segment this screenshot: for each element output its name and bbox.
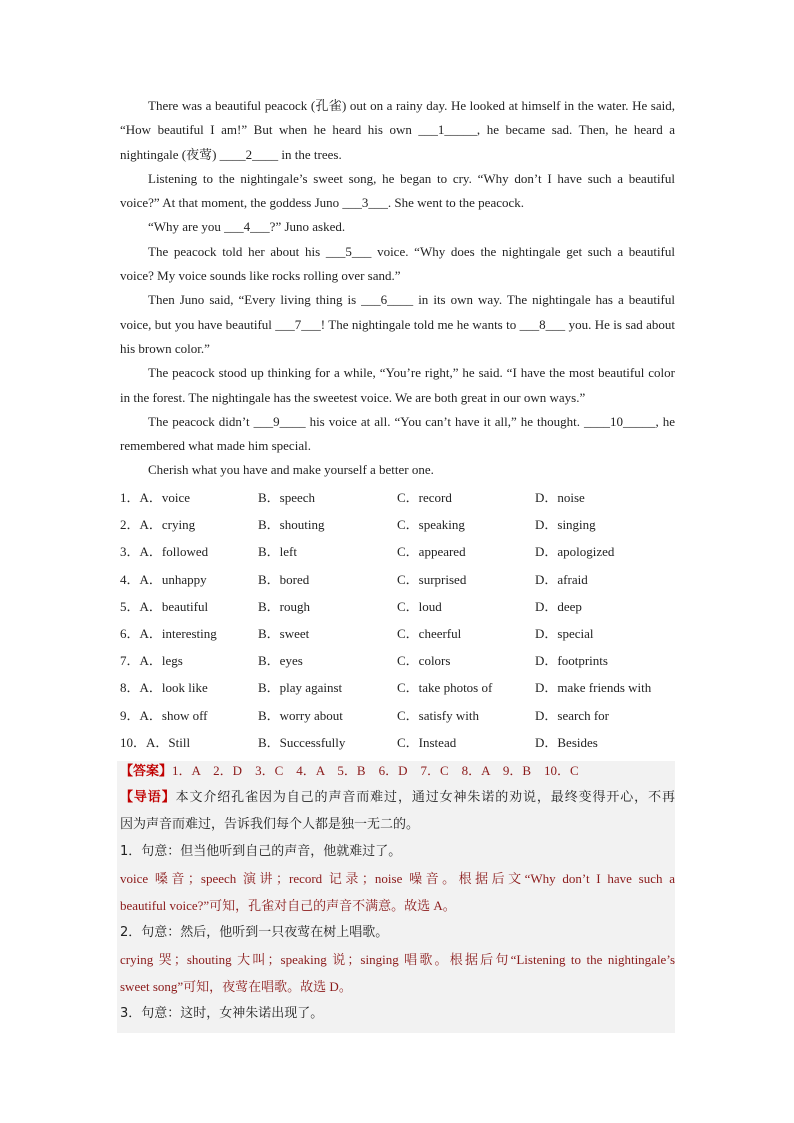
option-row	[120, 595, 675, 622]
option-b: B．left	[258, 544, 297, 560]
q2-translation: 2．句意：然后，他听到一只夜莺在树上唱歌。	[120, 925, 389, 940]
option-row	[120, 540, 675, 567]
paragraph-6: The peacock stood up thinking for a while, “You’re right,” he said. “I have the most beautiful color in the forest. The nightingale has the sweetest voice. We are both great in our own ways.”	[120, 365, 675, 405]
option-b: B．play against	[258, 680, 343, 696]
blank-3: ___3___	[342, 195, 388, 211]
option-b: B．eyes	[258, 653, 303, 669]
option-c: C．take photos of	[397, 680, 493, 696]
guide-text: 本文介绍孔雀因为自己的声音而难过，通过女神朱诺的劝说，最终变得开心，不再	[175, 790, 675, 805]
paragraph-8: Cherish what you have and make yourself a better one.	[148, 462, 434, 478]
paragraph-7: The peacock didn’t ___9____ his voice at all. “You can’t have it all,” he thought. ____10_____, he remembered what made him special.	[120, 413, 676, 454]
option-row	[120, 731, 675, 758]
option-a: 2．A．crying	[120, 517, 196, 533]
answer-line	[120, 761, 675, 782]
option-d: D．deep	[535, 598, 582, 614]
option-b: B．Successfully	[258, 734, 346, 750]
option-row	[120, 568, 675, 595]
option-b: B．rough	[258, 598, 311, 614]
option-a: 7．A．legs	[120, 653, 183, 669]
paragraph-4: The peacock told her about his ___5___ voice. “Why does the nightingale get such a beautiful voice? My voice sounds like rocks rolling over sand.”	[120, 243, 676, 284]
option-row	[120, 676, 675, 703]
option-d: D．noise	[535, 490, 585, 505]
option-b: B．sweet	[258, 625, 310, 641]
option-b: B．shouting	[258, 517, 325, 533]
option-a: 5．A．beautiful	[120, 598, 209, 614]
option-d: D．apologized	[535, 544, 615, 560]
answer-analysis-box	[117, 761, 675, 1033]
blank-5: ___5___	[325, 243, 372, 259]
option-c: C．loud	[397, 598, 442, 614]
answer-options	[120, 486, 675, 758]
blank-2: ____2____	[219, 146, 279, 162]
option-b: B．speech	[258, 490, 316, 505]
option-d: D．afraid	[535, 571, 588, 587]
option-a: 10．A．Still	[120, 734, 191, 750]
option-c: C．speaking	[397, 517, 465, 533]
option-b: B．worry about	[258, 707, 343, 723]
blank-8: ___8___	[519, 316, 566, 332]
guide-tag: 【导语】	[120, 790, 176, 805]
option-a: 8．A．look like	[120, 680, 208, 696]
guide-line-2: 因为声音而难过，告诉我们每个人都是独一无二的。	[120, 817, 420, 832]
blank-6: ___6____	[361, 292, 414, 308]
guide-line-1	[120, 788, 675, 808]
option-d: D．special	[535, 625, 594, 641]
option-d: D．Besides	[535, 734, 598, 750]
option-d: D．footprints	[535, 653, 608, 669]
option-c: C．cheerful	[397, 625, 462, 641]
option-b: B．bored	[258, 571, 310, 587]
blank-1: ___1_____	[418, 122, 477, 138]
q1-explanation-1: voice 嗓音；speech 演讲；record 记录；noise 噪音。根据后文“Why don’t I have such a	[120, 871, 675, 886]
option-row	[120, 486, 675, 513]
option-row	[120, 513, 675, 540]
option-a: 4．A．unhappy	[120, 571, 207, 587]
q1-explanation-2: beautiful voice?”可知，孔雀对自己的声音不满意。故选 A。	[120, 898, 456, 913]
q2-explanation-2: sweet song”可知，夜莺在唱歌。故选 D。	[120, 979, 352, 994]
blank-9: ___9____	[253, 413, 306, 429]
q2-explanation-1: crying 哭；shouting 大叫；speaking 说；singing 唱歌。根据后句“Listening to the nightingale’s	[120, 952, 675, 967]
paragraph-2: Listening to the nightingale’s sweet song, he began to cry. “Why don’t I have such a beautiful voice?” At that moment, the goddess Juno ___3___. She went to the peacock.	[120, 170, 675, 211]
option-a: 1．A．voice	[120, 490, 191, 505]
blank-7: ___7___	[275, 316, 321, 332]
option-row	[120, 704, 675, 731]
answer-key: 1．A 2．D 3．C 4．A 5．B 6．D 7．C 8．A 9．B 10．C	[172, 763, 579, 778]
option-c: C．surprised	[397, 571, 467, 587]
paragraph-5: Then Juno said, “Every living thing is ___6____ in its own way. The nightingale has a beautiful voice, but you have beautiful ___7___! The nightingale told me he wants to ___8___ you. He is sad about his brown color.”	[120, 292, 675, 356]
option-c: C．satisfy with	[397, 707, 479, 723]
cloze-passage	[120, 94, 675, 483]
paragraph-3: “Why are you ___4___?” Juno asked.	[148, 219, 346, 235]
option-d: D．make friends with	[535, 680, 652, 696]
option-a: 6．A．interesting	[120, 625, 217, 641]
option-c: C．Instead	[397, 734, 457, 750]
answer-tag: 【答案】	[120, 764, 173, 779]
option-c: C．record	[397, 490, 452, 505]
q1-translation: 1．句意：但当他听到自己的声音，他就难过了。	[120, 844, 402, 859]
blank-4: ___4___	[224, 219, 270, 235]
option-a: 9．A．show off	[120, 707, 208, 723]
option-row	[120, 622, 675, 649]
option-c: C．appeared	[397, 544, 466, 560]
option-d: D．singing	[535, 517, 596, 533]
option-a: 3．A．followed	[120, 544, 209, 560]
paragraph-1: There was a beautiful peacock (孔雀) out on a rainy day. He looked at himself in the water. He said, “How beautiful I am!” But when he heard his own ___1_____, he became sad. Then, he heard a nightingale (夜莺) ____2____ in the trees.	[120, 98, 675, 162]
blank-10: ____10_____	[584, 413, 656, 429]
option-row	[120, 649, 675, 676]
q3-translation: 3．句意：这时，女神朱诺出现了。	[120, 1006, 324, 1021]
option-c: C．colors	[397, 653, 451, 669]
option-d: D．search for	[535, 707, 609, 723]
